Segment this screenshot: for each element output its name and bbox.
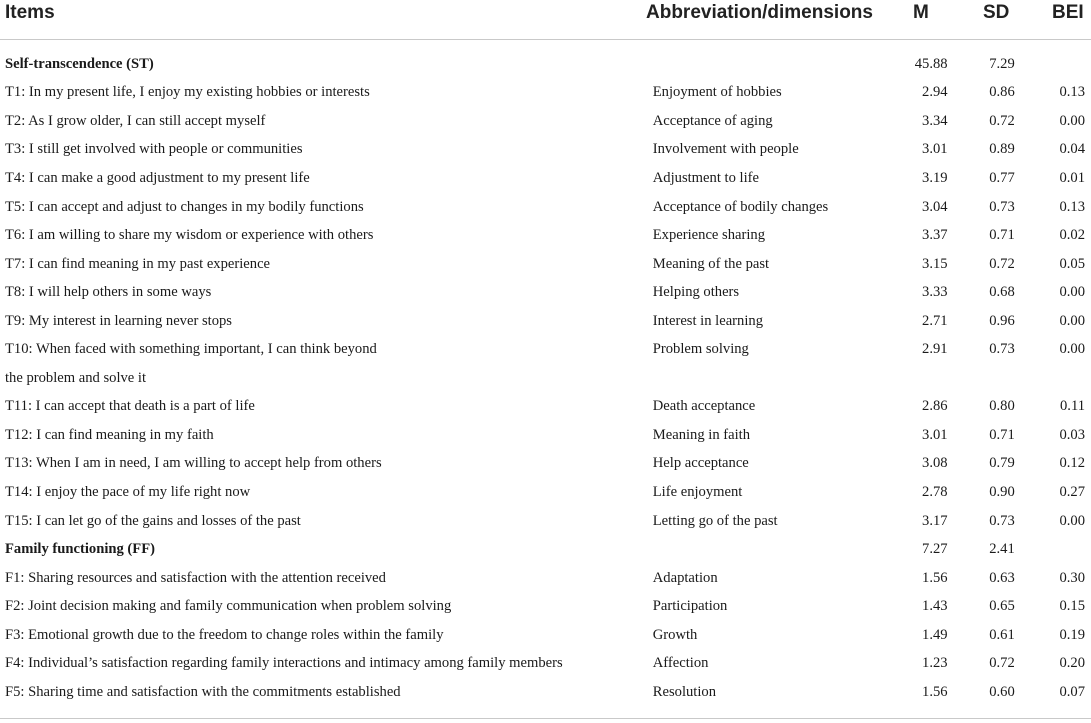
cell-sd: 0.72 xyxy=(989,112,1015,129)
cell-item: T2: As I grow older, I can still accept myself xyxy=(5,112,266,129)
cell-sd: 7.29 xyxy=(989,55,1015,72)
cell-item: Family functioning (FF) xyxy=(5,541,155,558)
cell-m: 3.33 xyxy=(922,284,948,301)
cell-item: T15: I can let go of the gains and losses of the past xyxy=(5,512,301,529)
header-abbreviation: Abbreviation/dimensions xyxy=(646,2,873,23)
cell-item: F4: Individual’s satisfaction regarding family interactions and intimacy among family members xyxy=(5,655,563,672)
table-row xyxy=(0,193,1091,222)
cell-abbreviation xyxy=(647,50,890,79)
cell-abbreviation: Affection xyxy=(652,655,709,672)
cell-sd: 0.71 xyxy=(989,426,1015,443)
cell-item: T13: When I am in need, I am willing to accept help from others xyxy=(5,455,382,472)
cell-bei: 0.15 xyxy=(1059,598,1085,615)
table-row xyxy=(0,136,1091,165)
cell-item: F3: Emotional growth due to the freedom to change roles within the family xyxy=(5,626,444,643)
cell-sd: 0.60 xyxy=(989,683,1015,700)
cell-sd: 0.63 xyxy=(989,569,1015,586)
cell-bei: 0.05 xyxy=(1059,255,1085,272)
cell-item: F1: Sharing resources and satisfaction with the attention received xyxy=(5,569,386,586)
cell-m: 1.43 xyxy=(922,598,948,615)
table-row xyxy=(0,678,1091,707)
cell-abbreviation: Acceptance of bodily changes xyxy=(652,198,829,215)
cell-m: 3.04 xyxy=(922,198,948,215)
cell-m: 2.71 xyxy=(922,312,948,329)
cell-sd: 0.73 xyxy=(989,198,1015,215)
cell-m: 2.86 xyxy=(922,398,948,415)
cell-item: T8: I will help others in some ways xyxy=(5,284,212,301)
cell-m: 3.08 xyxy=(922,455,948,472)
header-items: Items xyxy=(5,2,55,23)
cell-m: 3.01 xyxy=(922,141,948,158)
cell-item: T9: My interest in learning never stops xyxy=(5,312,232,329)
cell-bei: 0.19 xyxy=(1059,626,1085,643)
cell-m: 3.19 xyxy=(922,169,948,186)
cell-abbreviation: Meaning of the past xyxy=(652,255,770,272)
table-row xyxy=(0,278,1091,307)
table-row xyxy=(0,164,1091,193)
cell-bei: 0.00 xyxy=(1059,284,1085,301)
cell-m: 1.56 xyxy=(922,683,948,700)
cell-abbreviation: Death acceptance xyxy=(652,398,756,415)
cell-m: 3.15 xyxy=(922,255,948,272)
cell-bei: 0.04 xyxy=(1059,141,1085,158)
cell-sd: 0.79 xyxy=(989,455,1015,472)
cell-item: T1: In my present life, I enjoy my existing hobbies or interests xyxy=(5,84,370,101)
cell-bei: 0.27 xyxy=(1059,483,1085,500)
cell-bei: 0.03 xyxy=(1059,426,1085,443)
table-row xyxy=(0,649,1091,678)
cell-bei xyxy=(1015,50,1091,79)
cell-item: F5: Sharing time and satisfaction with the commitments established xyxy=(5,683,401,700)
cell-item: T10: When faced with something important, I can think beyond xyxy=(5,341,377,358)
cell-item: T14: I enjoy the pace of my life right now xyxy=(5,483,251,500)
cell-bei: 0.02 xyxy=(1059,227,1085,244)
cell-sd: 0.71 xyxy=(989,227,1015,244)
cell-item: T3: I still get involved with people or communities xyxy=(5,141,303,158)
cell-bei: 0.12 xyxy=(1059,455,1085,472)
table-row xyxy=(0,393,1091,422)
cell-abbreviation: Meaning in faith xyxy=(652,426,751,443)
cell-m: 1.49 xyxy=(922,626,948,643)
cell-m: 2.94 xyxy=(922,84,948,101)
cell-item: T12: I can find meaning in my faith xyxy=(5,426,214,443)
table-row xyxy=(0,450,1091,479)
cell-item: Self-transcendence (ST) xyxy=(5,55,154,72)
cell-abbreviation: Growth xyxy=(652,626,698,643)
table-row xyxy=(0,564,1091,593)
cell-bei xyxy=(1015,364,1091,393)
cell-bei: 0.11 xyxy=(1060,398,1085,415)
header-divider xyxy=(0,39,1091,40)
cell-m: 1.56 xyxy=(922,569,948,586)
cell-sd: 0.90 xyxy=(989,483,1015,500)
cell-abbreviation: Enjoyment of hobbies xyxy=(652,84,782,101)
cell-m: 2.78 xyxy=(922,483,948,500)
header-bei: BEI xyxy=(1052,2,1084,23)
cell-item: T7: I can find meaning in my past experience xyxy=(5,255,271,272)
table-row xyxy=(0,79,1091,108)
bottom-divider xyxy=(0,718,1091,719)
cell-m: 3.37 xyxy=(922,227,948,244)
cell-sd: 2.41 xyxy=(989,541,1015,558)
cell-item: T11: I can accept that death is a part of life xyxy=(5,398,255,415)
cell-m: 3.01 xyxy=(922,426,948,443)
cell-bei: 0.30 xyxy=(1059,569,1085,586)
cell-abbreviation: Helping others xyxy=(652,284,740,301)
table-row xyxy=(0,507,1091,536)
data-table xyxy=(0,50,1091,707)
table-row xyxy=(0,335,1091,364)
cell-sd xyxy=(948,364,1015,393)
cell-abbreviation: Acceptance of aging xyxy=(652,112,773,129)
header-sd: SD xyxy=(983,2,1010,23)
cell-abbreviation xyxy=(647,364,890,393)
cell-m: 7.27 xyxy=(922,541,948,558)
cell-m: 45.88 xyxy=(914,55,948,72)
cell-item: T4: I can make a good adjustment to my present life xyxy=(5,169,310,186)
cell-m: 2.91 xyxy=(922,341,948,358)
header-m: M xyxy=(913,2,929,23)
cell-sd: 0.73 xyxy=(989,512,1015,529)
section-row xyxy=(0,535,1091,564)
table-row xyxy=(0,478,1091,507)
cell-sd: 0.72 xyxy=(989,255,1015,272)
cell-abbreviation: Experience sharing xyxy=(652,227,766,244)
cell-bei: 0.01 xyxy=(1059,169,1085,186)
cell-bei: 0.13 xyxy=(1059,84,1085,101)
table-row xyxy=(0,592,1091,621)
cell-bei: 0.07 xyxy=(1059,683,1085,700)
cell-sd: 0.73 xyxy=(989,341,1015,358)
cell-abbreviation: Resolution xyxy=(652,683,717,700)
cell-item: F2: Joint decision making and family communication when problem solving xyxy=(5,598,452,615)
cell-bei xyxy=(1015,535,1091,564)
cell-bei: 0.13 xyxy=(1059,198,1085,215)
cell-bei: 0.00 xyxy=(1059,312,1085,329)
cell-sd: 0.80 xyxy=(989,398,1015,415)
cell-bei: 0.00 xyxy=(1059,341,1085,358)
cell-abbreviation: Help acceptance xyxy=(652,455,749,472)
cell-bei: 0.00 xyxy=(1059,112,1085,129)
cell-sd: 0.65 xyxy=(989,598,1015,615)
table-row xyxy=(0,107,1091,136)
cell-sd: 0.61 xyxy=(989,626,1015,643)
cell-abbreviation xyxy=(647,535,890,564)
cell-abbreviation: Letting go of the past xyxy=(652,512,778,529)
cell-sd: 0.86 xyxy=(989,84,1015,101)
cell-m: 3.34 xyxy=(922,112,948,129)
cell-m xyxy=(889,364,947,393)
cell-sd: 0.72 xyxy=(989,655,1015,672)
cell-abbreviation: Participation xyxy=(652,598,728,615)
cell-abbreviation: Adjustment to life xyxy=(652,169,759,186)
section-row xyxy=(0,50,1091,79)
cell-item: T5: I can accept and adjust to changes in my bodily functions xyxy=(5,198,364,215)
table-row xyxy=(0,621,1091,650)
cell-m: 1.23 xyxy=(922,655,948,672)
cell-bei: 0.20 xyxy=(1059,655,1085,672)
cell-m: 3.17 xyxy=(922,512,948,529)
table-row xyxy=(0,364,1091,393)
table-row xyxy=(0,421,1091,450)
cell-item: the problem and solve it xyxy=(5,369,147,386)
cell-item: T6: I am willing to share my wisdom or experience with others xyxy=(5,227,374,244)
cell-abbreviation: Involvement with people xyxy=(652,141,799,158)
cell-bei: 0.00 xyxy=(1059,512,1085,529)
table-row xyxy=(0,221,1091,250)
cell-sd: 0.68 xyxy=(989,284,1015,301)
cell-abbreviation: Life enjoyment xyxy=(652,483,743,500)
cell-sd: 0.77 xyxy=(989,169,1015,186)
cell-sd: 0.96 xyxy=(989,312,1015,329)
cell-sd: 0.89 xyxy=(989,141,1015,158)
cell-abbreviation: Adaptation xyxy=(652,569,718,586)
cell-abbreviation: Interest in learning xyxy=(652,312,763,329)
table-row xyxy=(0,250,1091,279)
table-row xyxy=(0,307,1091,336)
cell-abbreviation: Problem solving xyxy=(652,341,749,358)
